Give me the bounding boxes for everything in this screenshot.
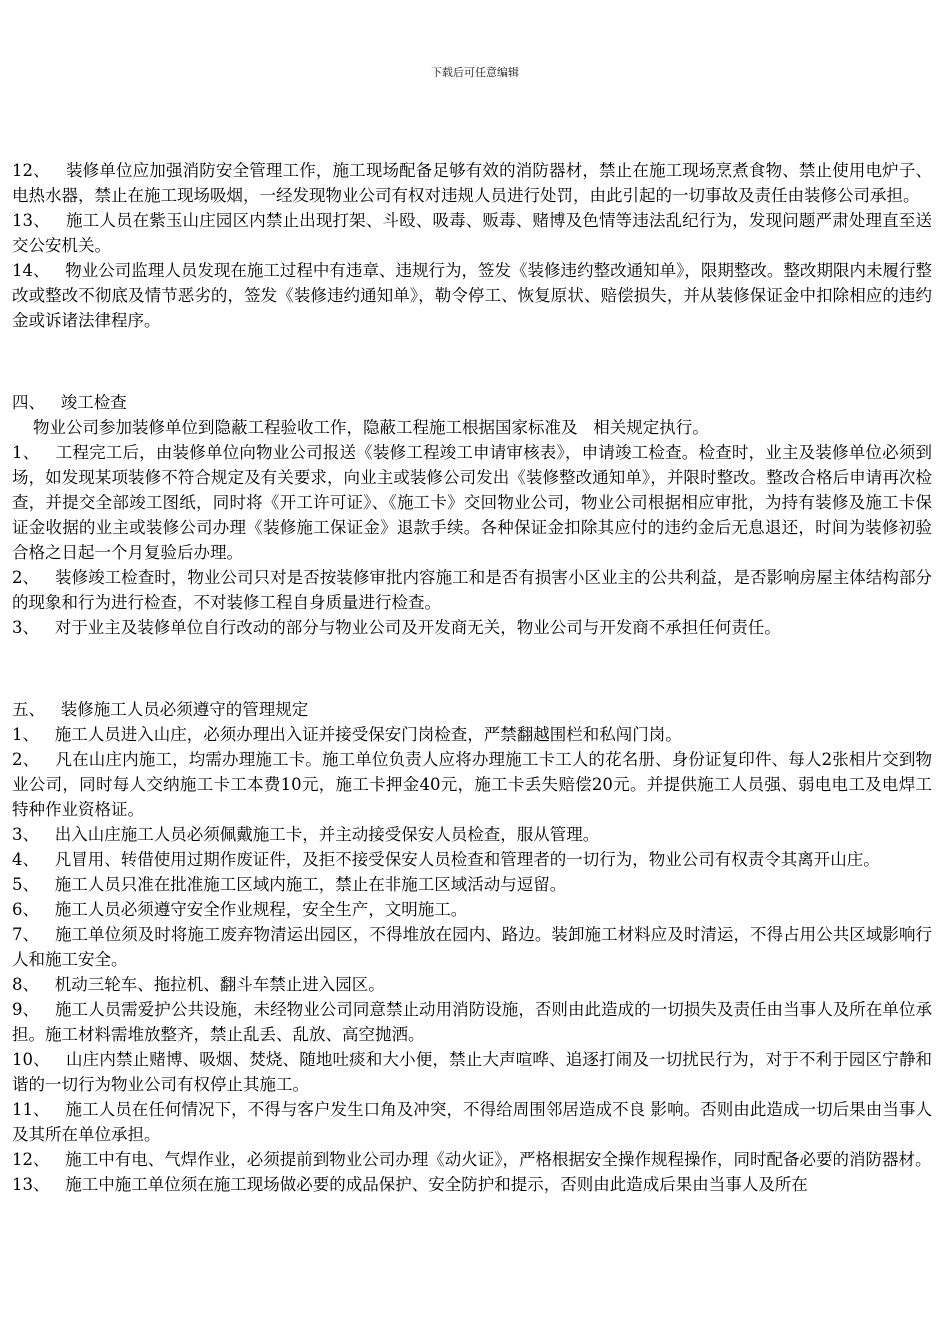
paragraph: 13、 施工中施工单位须在施工现场做必要的成品保护、安全防护和提示，否则由此造成后果由当事人及所在: [12, 1175, 808, 1194]
paragraph: 12、 装修单位应加强消防安全管理工作，施工现场配备足够有效的消防器材，禁止在施工现场烹煮食物、禁止使用电炉子、电热水器，禁止在施工现场吸烟，一经发现物业公司有权对违规人员进行处罚，由此引起的一切事故及责任由装修公司承担。: [12, 161, 932, 205]
paragraph: 13、 施工人员在紫玉山庄园区内禁止出现打架、斗殴、吸毒、贩毒、赌博及色情等违法乱纪行为，发现问题严肃处理直至送交公安机关。: [12, 211, 932, 255]
paragraph: 1、 施工人员进入山庄，必须办理出入证并接受保安门岗检查，严禁翻越围栏和私闯门岗。: [12, 725, 682, 744]
paragraph: 3、 出入山庄施工人员必须佩戴施工卡，并主动接受保安人员检查，服从管理。: [12, 825, 600, 844]
paragraph-spacer: [12, 656, 932, 681]
paragraph: 14、 物业公司监理人员发现在施工过程中有违章、违规行为，签发《装修违约整改通知单》，限期整改。整改期限内未履行整改或整改不彻底及情节恶劣的，签发《装修违约通知单》，勒令停工、恢复原状、赔偿损失，并从装修保证金中扣除相应的违约金或诉诸法律程序。: [12, 261, 932, 330]
paragraph: 4、 凡冒用、转借使用过期作废证件，及拒不接受保安人员检查和管理者的一切行为，物业公司有权责令其离开山庄。: [12, 850, 880, 869]
paragraph: 2、 装修竣工检查时，物业公司只对是否按装修审批内容施工和是否有损害小区业主的公共利益，是否影响房屋主体结构部分的现象和行为进行检查，不对装修工程自身质量进行检查。: [12, 568, 932, 612]
paragraph: 6、 施工人员必须遵守安全作业规程，安全生产，文明施工。: [12, 900, 468, 919]
page-header: 下载后可任意编辑: [431, 66, 519, 79]
paragraph: 10、 山庄内禁止赌博、吸烟、焚烧、随地吐痰和大小便，禁止大声喧哗、追逐打闹及一切扰民行为，对于不利于园区宁静和谐的一切行为物业公司有权停止其施工。: [12, 1050, 932, 1094]
paragraph: 7、 施工单位须及时将施工废弃物清运出园区，不得堆放在园内、路边。装卸施工材料应及时清运，不得占用公共区域影响行人和施工安全。: [12, 925, 932, 969]
paragraph-spacer: [12, 349, 932, 374]
paragraph: 3、 对于业主及装修单位自行改动的部分与物业公司及开发商无关，物业公司与开发商不承担任何责任。: [12, 618, 781, 637]
paragraph: 2、 凡在山庄内施工，均需办理施工卡。施工单位负责人应将办理施工卡工人的花名册、身份证复印件、每人2张相片交到物业公司，同时每人交纳施工卡工本费10元，施工卡押金40元，施工卡丢失赔偿20元。并提供施工人员强、弱电电工及电焊工特种作业资格证。: [12, 750, 932, 819]
paragraph: 11、 施工人员在任何情况下，不得与客户发生口角及冲突，不得给周围邻居造成不良 影响。否则由此造成一切后果由当事人及其所在单位承担。: [12, 1100, 932, 1144]
paragraph: 5、 施工人员只准在批准施工区域内施工，禁止在非施工区域活动与逗留。: [12, 875, 567, 894]
paragraph: 1、 工程完工后，由装修单位向物业公司报送《装修工程竣工申请审核表》，申请竣工检查。检查时，业主及装修单位必须到场，如发现某项装修不符合规定及有关要求，向业主或装修公司发出《装修整改通知单》，并限时整改。整改合格后申请再次检查，并提交全部竣工图纸，同时将《开工许可证》、《施工卡》交回物业公司，物业公司根据相应审批，为持有装修及施工卡保证金收据的业主或装修公司办理《装修施工保证金》退款手续。各种保证金扣除其应付的违约金后无息退还，时间为装修初验合格之日起一个月复验后办理。: [12, 443, 932, 562]
document-body: [12, 158, 932, 1197]
paragraph: 12、 施工中有电、气焊作业，必须提前到物业公司办理《动火证》，严格根据安全操作规程操作，同时配备必要的消防器材。: [12, 1150, 932, 1169]
paragraph: 五、 装修施工人员必须遵守的管理规定: [12, 700, 309, 719]
paragraph: 物业公司参加装修单位到隐蔽工程验收工作，隐蔽工程施工根据国家标准及 相关规定执行。: [12, 418, 709, 437]
paragraph: 8、 机动三轮车、拖拉机、翻斗车禁止进入园区。: [12, 975, 385, 994]
paragraph: 四、 竣工检查: [12, 393, 127, 412]
paragraph: 9、 施工人员需爱护公共设施，未经物业公司同意禁止动用消防设施，否则由此造成的一切损失及责任由当事人及所在单位承担。施工材料需堆放整齐，禁止乱丢、乱放、高空抛洒。: [12, 1000, 932, 1044]
